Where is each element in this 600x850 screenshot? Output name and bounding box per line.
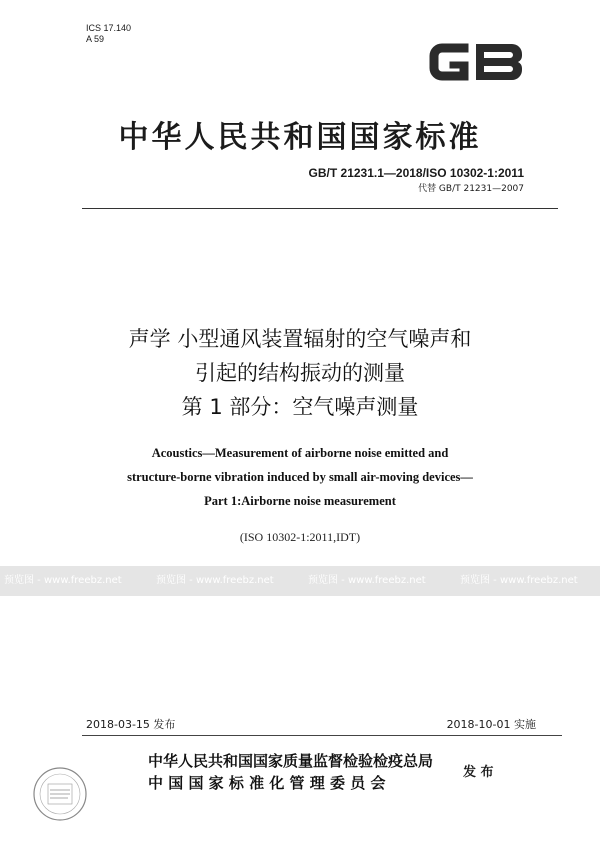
watermark-text: 预览图 - www.freebz.net — [460, 575, 578, 586]
implement-date: 2018-10-01 实施 — [446, 718, 536, 731]
standard-type-title: 中华人民共和国国家标准 — [118, 120, 482, 155]
issuer-line: 中 国 国 家 标 准 化 管 理 委 员 会 — [148, 774, 386, 792]
svg-text:GB: GB — [420, 30, 422, 31]
gb-logo-icon — [420, 30, 532, 94]
issuer-line: 中华人民共和国国家质量监督检验检疫总局 — [148, 752, 434, 770]
watermark-text: 预览图 - www.freebz.net — [308, 575, 426, 586]
watermark-text: 预览图 - www.freebz.net — [4, 575, 122, 586]
header-divider — [82, 208, 558, 209]
replaces-note: 代替 GB/T 21231—2007 — [418, 184, 524, 194]
footer-divider — [82, 735, 562, 736]
issuing-authorities — [148, 750, 433, 794]
iso-equivalence: (ISO 10302-1:2011,IDT) — [239, 530, 361, 544]
english-title-line: structure-borne vibration induced by small air-moving devices— — [127, 470, 473, 484]
chinese-title — [0, 322, 600, 424]
chinese-title-line: 引起的结构振动的测量 — [195, 361, 405, 385]
classification-codes — [86, 23, 131, 45]
ccs-code: A 59 — [86, 34, 105, 44]
watermark-band — [0, 566, 600, 596]
chinese-title-line: 第 1 部分：空气噪声测量 — [181, 395, 419, 419]
issue-label: 发 布 — [463, 765, 494, 780]
english-title — [0, 441, 600, 513]
watermark-text: 预览图 - www.freebz.net — [156, 575, 274, 586]
seal-stamp-icon — [28, 762, 92, 826]
ics-code: ICS 17.140 — [86, 23, 132, 33]
english-title-line: Acoustics—Measurement of airborne noise emitted and — [151, 446, 449, 460]
standard-number: GB/T 21231.1—2018/ISO 10302-1:2011 — [308, 166, 524, 180]
chinese-title-line: 声学 小型通风装置辐射的空气噪声和 — [128, 327, 472, 351]
publish-date: 2018-03-15 发布 — [86, 718, 176, 731]
english-title-line: Part 1:Airborne noise measurement — [204, 494, 396, 508]
